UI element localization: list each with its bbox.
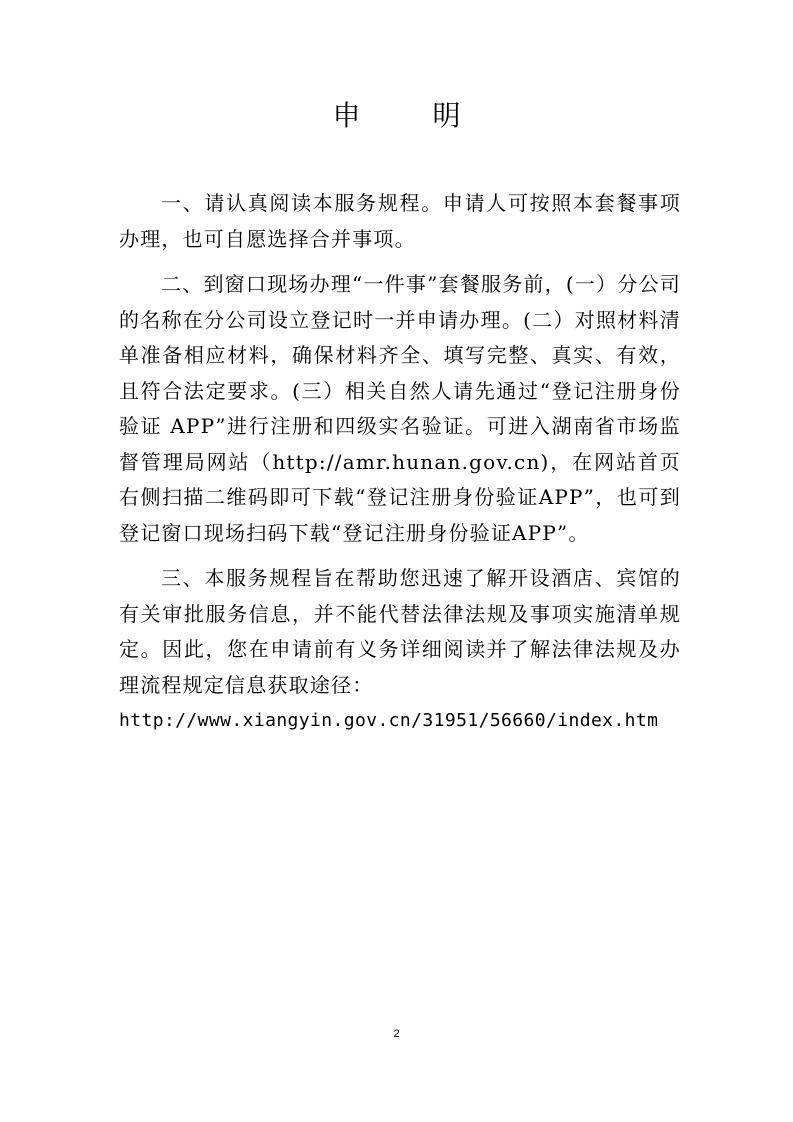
document-title: 申 明 — [332, 99, 483, 132]
paragraph-window-service: 二、到窗口现场办理“一件事”套餐服务前，(一）分公司的名称在分公司设立登记时一并申请办理。(二）对照材料清单准备相应材料，确保材料齐全、填写完整、真实、有效，且符合法定要求。(三）相关自然人请先通过“登记注册身份验证 APP”进行注册和四级实名验证。可进入湖南省市场监督管理局网站（http://amr.hunan.gov.cn)，在网站首页右侧扫描二维码即可下载“登记注册身份验证APP”，也可到登记窗口现场扫码下载“登记注册身份验证APP”。 — [119, 272, 681, 545]
document-body — [119, 186, 681, 739]
paragraph-reading-notice: 一、请认真阅读本服务规程。申请人可按照本套餐事项办理，也可自愿选择合并事项。 — [119, 191, 681, 251]
paragraph-disclaimer: 三、本服务规程旨在帮助您迅速了解开设酒店、宾馆的有关审批服务信息，并不能代替法律法规及事项实施清单规定。因此，您在申请前有义务详细阅读并了解法律法规及办理流程规定信息获取途径： — [119, 566, 681, 697]
info-url-link[interactable]: http://www.xiangyin.gov.cn/31951/56660/index.htm — [119, 710, 659, 731]
page-number: 2 — [393, 1028, 400, 1040]
